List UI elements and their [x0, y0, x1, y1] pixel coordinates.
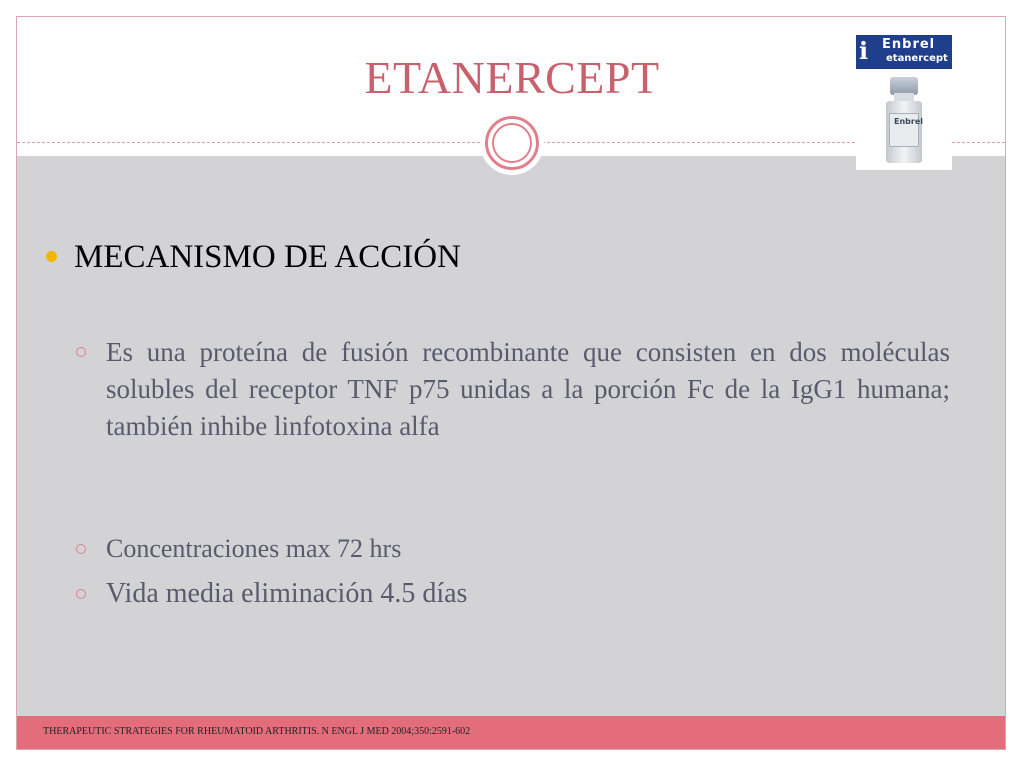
main-bullet-text: MECANISMO DE ACCIÓN — [74, 239, 461, 275]
logo-brand-name: Enbrel — [882, 37, 936, 52]
sub-bullet-text: Vida media eliminación 4.5 días — [106, 578, 468, 609]
logo-generic-name: etanercept — [886, 53, 948, 64]
vial-neck — [894, 93, 914, 101]
bullet-dot-icon — [46, 251, 57, 262]
sub-bullet — [76, 574, 950, 616]
vial-label — [889, 113, 923, 147]
hollow-circle-icon — [76, 544, 86, 554]
sub-bullet — [76, 334, 950, 484]
logo-band — [856, 35, 952, 69]
ring-ornament-inner — [492, 123, 532, 163]
sub-bullet-text: Concentraciones max 72 hrs — [106, 534, 402, 563]
slide-title: ETANERCEPT — [364, 52, 660, 103]
brand-mark-icon: ℹ — [859, 37, 869, 65]
footer-bar — [17, 716, 1005, 749]
hollow-circle-icon — [76, 347, 86, 357]
sub-bullet-text: Es una proteína de fusión recombinante que consisten en dos moléculas solubles del receptor TNF p75 unidas a la porción Fc de la IgG1 humana; también inhibe linfotoxina alfa — [106, 337, 950, 441]
footer-citation: THERAPEUTIC STRATEGIES FOR RHEUMATOID ARTHRITIS. N ENGL J MED 2004;350:2591-602 — [43, 726, 471, 737]
vial-label-text: Enbrel — [894, 117, 923, 126]
enbrel-logo — [856, 35, 952, 170]
sub-bullet — [76, 532, 950, 568]
main-bullet — [46, 236, 966, 278]
hollow-circle-icon — [76, 589, 86, 599]
vial-image — [886, 77, 922, 165]
